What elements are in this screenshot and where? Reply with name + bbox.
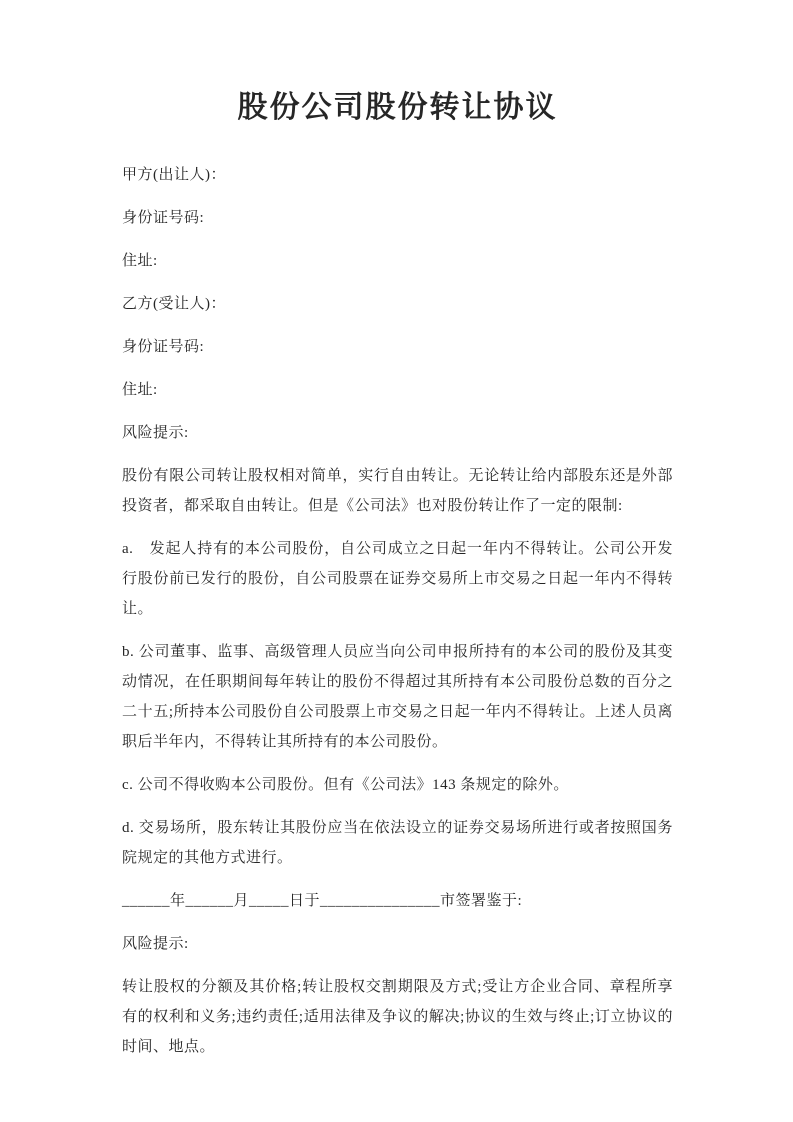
party-b-address-label: 住址: xyxy=(122,382,158,398)
risk-notice-heading-2: 风险提示: xyxy=(122,936,189,952)
restriction-item-d: d. 交易场所，股东转让其股份应当在依法设立的证券交易场所进行或者按照国务院规定的其他方式进行。 xyxy=(122,820,673,866)
restriction-item-b: b. 公司董事、监事、高级管理人员应当向公司申报所持有的本公司的股份及其变动情况，在任职期间每年转让的股份不得超过其所持有本公司股份总数的百分之二十五;所持本公司股份自公司股票上市交易之日起一年内不得转让。上述人员离职后半年内，不得转让其所持有的本公司股份。 xyxy=(122,644,673,750)
restriction-item-a: a. 发起人持有的本公司股份，自公司成立之日起一年内不得转让。公司公开发行股份前已发行的股份，自公司股票在证券交易所上市交易之日起一年内不得转让。 xyxy=(122,541,673,617)
risk-notice-heading-1: 风险提示: xyxy=(122,425,189,441)
intro-paragraph: 股份有限公司转让股权相对简单，实行自由转让。无论转让给内部股东还是外部投资者，都采取自由转让。但是《公司法》也对股份转让作了一定的限制: xyxy=(122,468,673,514)
party-a-label: 甲方(出让人)： xyxy=(122,167,226,183)
party-a-id-label: 身份证号码: xyxy=(122,210,205,226)
party-b-id-label: 身份证号码: xyxy=(122,339,205,355)
closing-paragraph: 转让股权的分额及其价格;转让股权交割期限及方式;受让方企业合同、章程所享有的权利和义务;违约责任;适用法律及争议的解决;协议的生效与终止;订立协议的时间、地点。 xyxy=(122,979,673,1055)
signature-date-line: ______年______月_____日于_______________市签署鉴于: xyxy=(122,893,523,909)
party-b-label: 乙方(受让人)： xyxy=(122,296,226,312)
restriction-item-c: c. 公司不得收购本公司股份。但有《公司法》143 条规定的除外。 xyxy=(122,777,569,793)
document-title: 股份公司股份转让协议 xyxy=(237,91,558,124)
party-a-address-label: 住址: xyxy=(122,253,158,269)
